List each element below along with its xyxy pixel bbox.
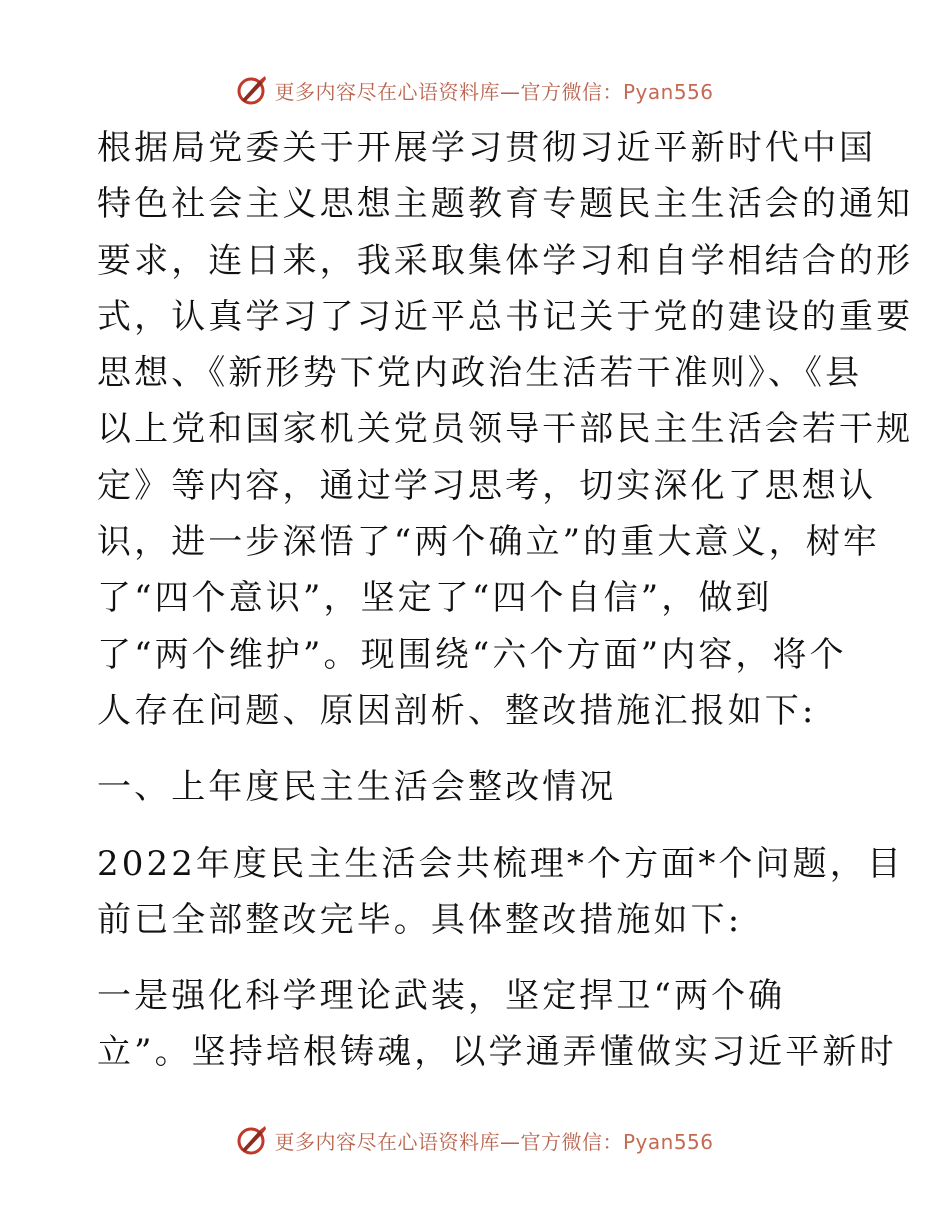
text-line: 以上党和国家机关党员领导干部民主生活会若干规: [97, 409, 914, 450]
text-line: 人存在问题、原因剖析、整改措施汇报如下:: [97, 690, 817, 731]
watermark-text: 更多内容尽在心语资料库—官方微信：Pyan556: [274, 79, 714, 104]
text-line: 式，认真学习了习近平总书记关于党的建设的重要: [97, 296, 914, 337]
wechat-id: Pyan556: [622, 1129, 714, 1154]
text-line: 识，进一步深悟了“两个确立”的重大意义，树牢: [97, 522, 880, 563]
text-line: 要求，连日来，我采取集体学习和自学相结合的形: [97, 240, 914, 281]
document-body: [97, 120, 914, 1081]
text-line: 定》等内容，通过学习思考，切实深化了思想认: [97, 465, 877, 506]
text-line: 前已全部整改完毕。具体整改措施如下:: [97, 899, 743, 940]
text-line: 特色社会主义思想主题教育专题民主生活会的通知: [97, 184, 914, 225]
text-line: 立”。坚持培根铸魂，以学通弄懂做实习近平新时: [97, 1032, 897, 1073]
text-line: 一、上年度民主生活会整改情况: [97, 767, 617, 808]
text-line: 2022年度民主生活会共梳理*个方面*个问题，目: [97, 843, 904, 884]
section-heading: [97, 759, 857, 815]
paragraph-summary: [97, 836, 904, 949]
text-line: 根据局党委关于开展学习贯彻习近平新时代中国: [97, 128, 877, 168]
text-line: 一是强化科学理论武装，坚定捍卫“两个确: [97, 976, 786, 1017]
paragraph-intro: [97, 120, 914, 739]
paragraph-measure-one: [97, 968, 897, 1081]
wechat-id: Pyan556: [622, 79, 714, 104]
header-watermark: [0, 70, 950, 110]
text-line: 了“两个维护”。现围绕“六个方面”内容，将个: [97, 634, 847, 675]
quill-logo-icon: [236, 1124, 268, 1156]
text-line: 思想、《新形势下党内政治生活若干准则》、《县: [97, 353, 863, 394]
footer-watermark: [0, 1120, 950, 1160]
watermark-text: 更多内容尽在心语资料库—官方微信：Pyan556: [274, 1129, 714, 1154]
text-line: 了“四个意识”，坚定了“四个自信”，做到: [97, 578, 773, 619]
quill-logo-icon: [236, 74, 268, 106]
